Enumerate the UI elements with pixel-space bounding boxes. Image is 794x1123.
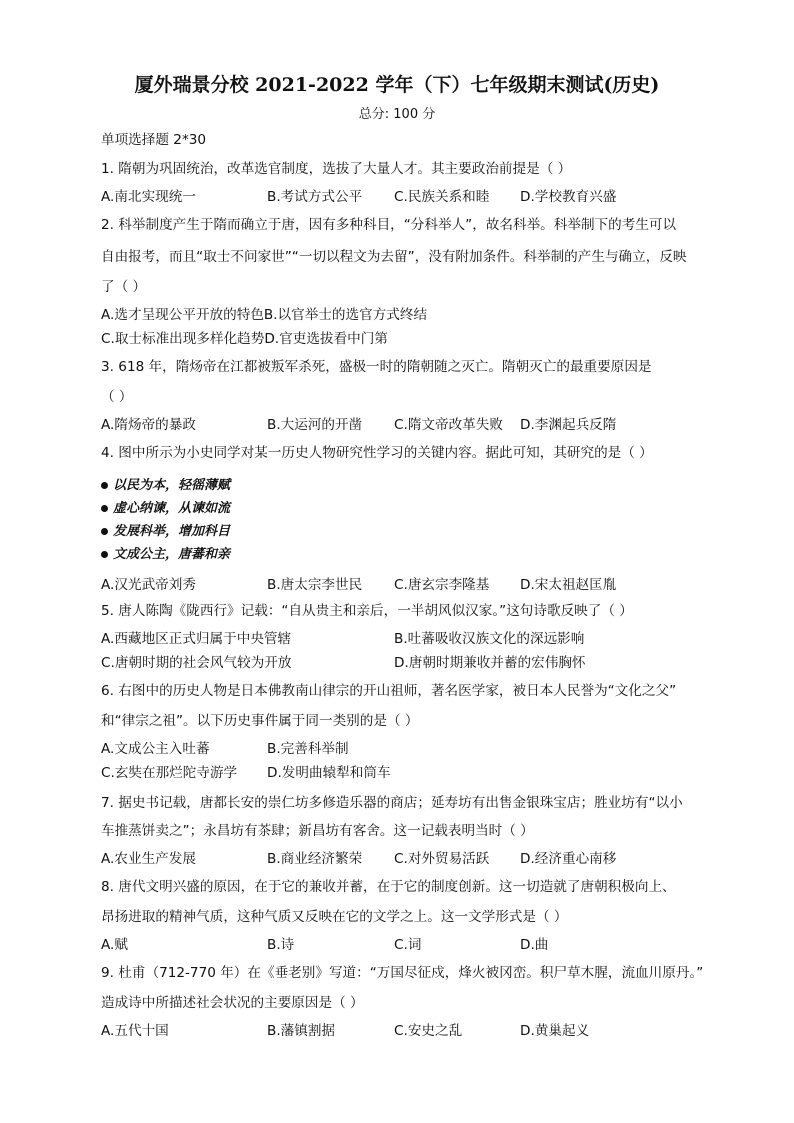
bullet-icon (101, 528, 108, 535)
q4-note-4: 文成公主，唐蕃和亲 (101, 547, 230, 563)
q6-option-a: A.文成公主入吐蕃 (101, 741, 210, 757)
q8-stem-line2: 昂扬进取的精神气质，这种气质又反映在它的文学之上。这一文学形式是（ ） (101, 909, 568, 925)
q5-option-b: B.吐蕃吸收汉族文化的深远影响 (394, 631, 585, 647)
q4-stem: 4. 图中所示为小史同学对某一历史人物研究性学习的关键内容。据此可知，其研究的是（ ） (101, 445, 653, 461)
q5-option-d: D.唐朝时期兼收并蓄的宏伟胸怀 (394, 655, 586, 671)
q8-option-a: A.赋 (101, 937, 128, 953)
q7-option-d: D.经济重心南移 (520, 851, 617, 867)
q6-stem-line2: 和“律宗之祖”。以下历史事件属于同一类别的是（ ） (101, 713, 419, 729)
q7-stem-line1: 7. 据史书记载，唐都长安的崇仁坊多修造乐器的商店；延寿坊有出售金银珠宝店；胜业坊有“以小 (101, 795, 683, 811)
q7-option-a: A.农业生产发展 (101, 851, 196, 867)
q1-option-a: A.南北实现统一 (101, 189, 196, 205)
q9-stem-line1: 9. 杜甫（712-770 年）在《垂老别》写道：“万国尽征戍，烽火被冈峦。积尸草木腥，流血川原丹。” (101, 965, 704, 981)
q9-option-d: D.黄巢起义 (520, 1023, 590, 1039)
q9-option-c: C.安史之乱 (394, 1023, 463, 1039)
bullet-icon (101, 482, 108, 489)
q7-option-c: C.对外贸易活跃 (394, 851, 490, 867)
q8-option-b: B.诗 (267, 937, 295, 953)
q2-stem-line3: 了（ ） (101, 279, 147, 295)
q7-stem-line2: 车推蒸饼卖之”；永昌坊有茶肆；新昌坊有客舍。这一记载表明当时（ ） (101, 823, 534, 839)
q6-option-c: C.玄奘在那烂陀寺游学 (101, 765, 238, 781)
total-score: 总分: 100 分 (358, 107, 436, 122)
q3-option-d: D.李渊起兵反隋 (520, 417, 617, 433)
q6-stem-line1: 6. 右图中的历史人物是日本佛教南山律宗的开山祖师，著名医学家，被日本人民誉为“文化之父” (101, 683, 677, 699)
q2-options-ab: A.选才呈现公平开放的特色B.以官举士的选官方式终结 (101, 307, 428, 323)
q4-option-a: A.汉光武帝刘秀 (101, 577, 196, 593)
q4-note-2: 虚心纳谏，从谏如流 (101, 501, 230, 517)
q4-note-3: 发展科举，增加科目 (101, 524, 230, 540)
q1-option-d: D.学校教育兴盛 (520, 189, 617, 205)
q8-stem-line1: 8. 唐代文明兴盛的原因，在于它的兼收并蓄，在于它的制度创新。这一切造就了唐朝积极向上、 (101, 879, 676, 895)
q9-option-a: A.五代十国 (101, 1023, 169, 1039)
q1-stem: 1. 隋朝为巩固统治，改革选官制度，选拔了大量人才。其主要政治前提是（ ） (101, 161, 572, 177)
q1-option-c: C.民族关系和睦 (394, 189, 490, 205)
bullet-icon (101, 551, 108, 558)
q9-option-b: B.藩镇割据 (267, 1023, 336, 1039)
q3-option-c: C.隋文帝改革失败 (394, 417, 503, 433)
q4-option-d: D.宋太祖赵匡胤 (520, 577, 617, 593)
q4-option-c: C.唐玄宗李隆基 (394, 577, 490, 593)
q5-option-c: C.唐朝时期的社会风气较为开放 (101, 655, 292, 671)
bullet-icon (101, 505, 108, 512)
q4-option-b: B.唐太宗李世民 (267, 577, 363, 593)
q4-note-1: 以民为本，轻徭薄赋 (101, 478, 230, 494)
q3-stem-line2: （ ） (101, 389, 133, 405)
q3-option-b: B.大运河的开凿 (267, 417, 363, 433)
q2-options-cd: C.取士标准出现多样化趋势D.官吏选拔看中门第 (101, 331, 388, 347)
q3-option-a: A.隋炀帝的暴政 (101, 417, 196, 433)
q2-stem-line2: 自由报考，而且“取士不问家世”“一切以程文为去留”，没有附加条件。科举制的产生与确立，反映 (101, 249, 687, 265)
q3-stem-line1: 3. 618 年，隋炀帝在江都被叛军杀死，盛极一时的隋朝随之灭亡。隋朝灭亡的最重要原因是 (101, 359, 652, 375)
exam-title: 厦外瑞景分校 2021-2022 学年（下）七年级期末测试(历史) (134, 74, 660, 96)
q8-option-c: C.词 (394, 937, 422, 953)
q5-stem: 5. 唐人陈陶《陇西行》记载：“自从贵主和亲后，一半胡风似汉家。”这句诗歌反映了（ ） (101, 603, 633, 619)
q6-option-d: D.发明曲辕犁和筒车 (267, 765, 391, 781)
q6-option-b: B.完善科举制 (267, 741, 349, 757)
section-heading: 单项选择题 2*30 (101, 132, 207, 148)
q2-stem-line1: 2. 科举制度产生于隋而确立于唐，因有多种科目，“分科举人”，故名科举。科举制下的考生可以 (101, 217, 677, 233)
q1-option-b: B.考试方式公平 (267, 189, 363, 205)
q9-stem-line2: 造成诗中所描述社会状况的主要原因是（ ） (101, 995, 364, 1011)
q7-option-b: B.商业经济繁荣 (267, 851, 363, 867)
q8-option-d: D.曲 (520, 937, 549, 953)
q5-option-a: A.西藏地区正式归属于中央管辖 (101, 631, 292, 647)
